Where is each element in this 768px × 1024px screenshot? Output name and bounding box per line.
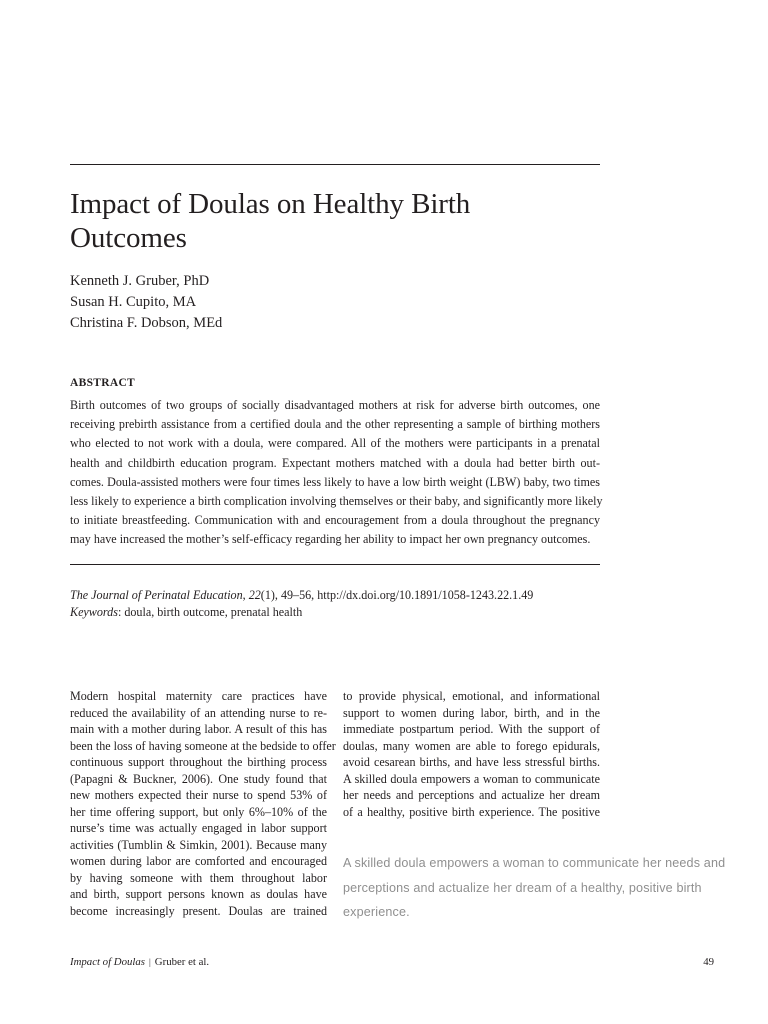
body-line: (Papagni & Buckner, 2006). One study found that [70, 771, 327, 786]
abstract-line: who elected to not work with a doula, were compared. All of the mothers were participants in a prenatal [70, 436, 600, 451]
footer-separator: | [148, 957, 151, 967]
body-line: reduced the availability of an attending nurse to re- [70, 705, 327, 720]
author-name: Christina F. Dobson, MEd [70, 315, 223, 331]
keywords-label: Keywords [70, 605, 118, 619]
body-line: A skilled doula empowers a woman to communicate [343, 771, 600, 786]
title-line-1: Impact of Doulas on Healthy Birth [70, 188, 471, 220]
body-line: main with a mother during labor. A result of this has [70, 722, 327, 736]
top-divider [70, 164, 600, 165]
abstract-line: Birth outcomes of two groups of socially disadvantaged mothers at risk for adverse birth outcomes, one [70, 398, 600, 412]
author-name: Kenneth J. Gruber, PhD [70, 273, 210, 289]
pull-quote-line: A skilled doula empowers a woman to communicate her needs and [343, 856, 726, 870]
body-line: become increasingly present. Doulas are trained [70, 903, 327, 918]
citation-block [70, 587, 533, 621]
author-name: Susan H. Cupito, MA [70, 294, 197, 310]
body-line: to provide physical, emotional, and informational [343, 689, 600, 703]
running-title: Impact of Doulas [70, 956, 145, 968]
title-line-2: Outcomes [70, 222, 187, 254]
journal-volume: 22 [248, 588, 261, 602]
running-footer [70, 956, 209, 968]
citation-details: (1), 49–56, http://dx.doi.org/10.1891/1058-1243.22.1.49 [260, 588, 534, 602]
abstract-text [70, 396, 603, 550]
body-line: Modern hospital maternity care practices have [70, 689, 327, 703]
body-line: of a healthy, positive birth experience. The positive [343, 804, 600, 819]
abstract-line: less likely to experience a birth complication involving themselves or their baby, and significantly more likely [70, 494, 603, 509]
abstract-line: health and childbirth education program. Expectant mothers matched with a doula had better birth out- [70, 455, 600, 470]
author-list [70, 271, 222, 334]
body-line: new mothers expected their nurse to spend 53% of [70, 788, 327, 802]
abstract-divider [70, 564, 600, 565]
body-column-left [70, 688, 336, 919]
pull-quote-line: experience. [343, 905, 410, 919]
article-title [70, 187, 600, 255]
body-line: by having someone with them throughout labor [70, 870, 327, 885]
body-line: avoid cesarean births, and have less stressful births. [343, 755, 600, 769]
abstract-line: receiving prebirth assistance from a certified doula and the other representing a sample of birthing mothers [70, 417, 600, 432]
keywords [70, 604, 533, 621]
journal-citation: The Journal of Perinatal Education, 22(1), 49–56, http://dx.doi.org/10.1891/1058-1243.22.1.49 [70, 588, 534, 602]
body-line: doulas, many women are able to forego epidurals, [343, 738, 600, 753]
pull-quote-line: perceptions and actualize her dream of a healthy, positive birth [343, 880, 702, 895]
running-authors: Gruber et al. [154, 956, 210, 968]
abstract-line: to initiate breastfeeding. Communication with and encouragement from a doula throughout the pregnancy [70, 513, 600, 528]
body-line: women during labor are comforted and encouraged [70, 854, 327, 868]
body-line: support to women during labor, birth, and in the [343, 705, 600, 720]
body-line: immediate postpartum period. With the support of [343, 722, 600, 736]
pull-quote [343, 851, 743, 925]
keywords-list: : doula, birth outcome, prenatal health [117, 605, 303, 619]
body-column-right [343, 688, 600, 820]
page-number: 49 [703, 956, 714, 968]
journal-name: The Journal of Perinatal Education [70, 588, 243, 602]
body-line: continuous support throughout the birthing process [70, 755, 327, 769]
body-line: nurse’s time was actually engaged in labor support [70, 821, 327, 835]
abstract-line: may have increased the mother’s self-efficacy regarding her ability to impact her own pregnancy outcomes. [70, 532, 591, 547]
body-line: her needs and perceptions and actualize her dream [343, 788, 600, 802]
body-line: been the loss of having someone at the bedside to offer [70, 738, 336, 753]
abstract-heading: ABSTRACT [70, 377, 136, 389]
abstract-line: comes. Doula-assisted mothers were four times less likely to have a low birth weight (LBW) baby, two times [70, 474, 600, 489]
body-line: activities (Tumblin & Simkin, 2001). Because many [70, 837, 327, 852]
body-line: her time offering support, but only 6%–10% of the [70, 804, 327, 819]
body-line: and birth, support persons known as doulas have [70, 887, 327, 901]
